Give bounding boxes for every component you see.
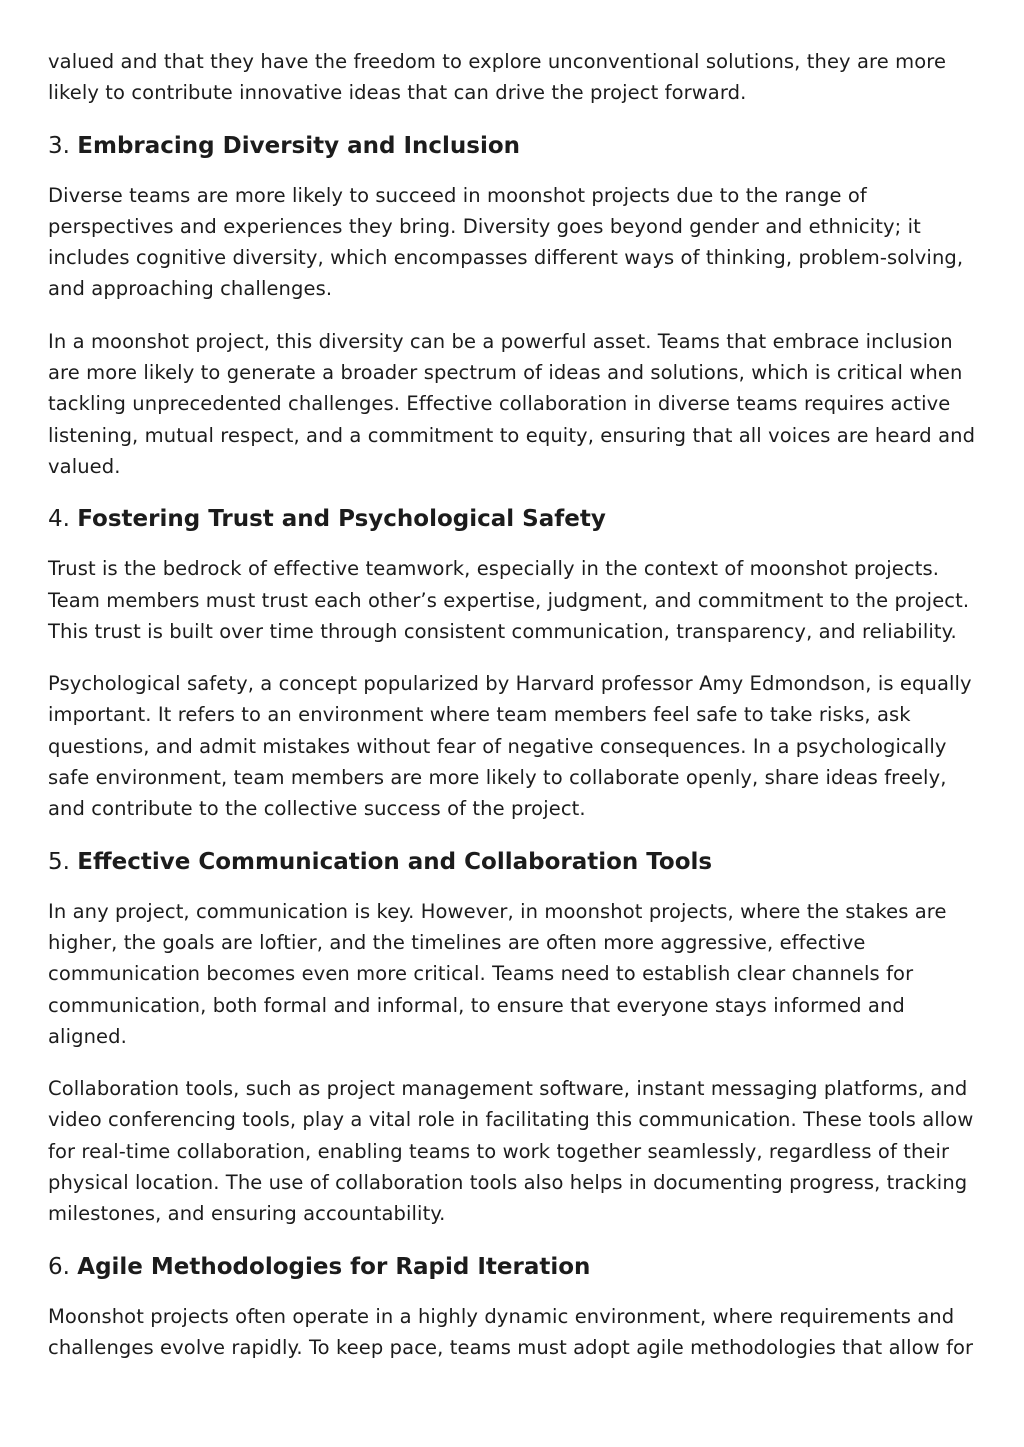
paragraph: Diverse teams are more likely to succeed in moonshot projects due to the range of perspectives and experiences they bring. Diversity goes beyond gender and ethnicity; it includes cognitive diversity, which encompasses different ways of thinking, problem-solving, and approaching challenges.	[48, 183, 964, 301]
section-title: Embracing Diversity and Inclusion	[77, 132, 521, 159]
intro-paragraph: valued and that they have the freedom to explore unconventional solutions, they are more likely to contribute innovative ideas that can drive the project forward.	[48, 50, 947, 105]
section-number: 3.	[48, 132, 70, 159]
paragraph: Moonshot projects often operate in a highly dynamic environment, where requirements and challenges evolve rapidly. To keep pace, teams must adopt agile methodologies that allow for	[48, 1304, 974, 1359]
section-title: Effective Communication and Collaboration Tools	[77, 848, 713, 875]
section-title: Agile Methodologies for Rapid Iteration	[77, 1253, 591, 1280]
section-number: 4.	[48, 506, 70, 533]
section-heading-agile	[48, 1251, 978, 1283]
section-number: 5.	[48, 848, 70, 875]
section-heading-diversity	[48, 130, 978, 162]
document-page	[48, 46, 978, 1384]
paragraph: Collaboration tools, such as project management software, instant messaging platforms, and video conferencing tools, play a vital role in facilitating this communication. These tools allow for real-time collaboration, enabling teams to work together seamlessly, regardless of their physical location. The use of collaboration tools also helps in documenting progress, tracking milestones, and ensuring accountability.	[48, 1077, 974, 1226]
section-heading-communication	[48, 846, 978, 878]
section-title: Fostering Trust and Psychological Safety	[77, 506, 606, 533]
section-number: 6.	[48, 1253, 70, 1280]
section-heading-trust	[48, 503, 978, 535]
paragraph: Trust is the bedrock of effective teamwork, especially in the context of moonshot projects. Team members must trust each other’s expertise, judgment, and commitment to the project. This trust is built over time through consistent communication, transparency, and reliability.	[48, 557, 970, 643]
paragraph: In a moonshot project, this diversity can be a powerful asset. Teams that embrace inclusion are more likely to generate a broader spectrum of ideas and solutions, which is critical when tackling unprecedented challenges. Effective collaboration in diverse teams requires active listening, mutual respect, and a commitment to equity, ensuring that all voices are heard and valued.	[48, 329, 976, 478]
paragraph: Psychological safety, a concept popularized by Harvard professor Amy Edmondson, is equally important. It refers to an environment where team members feel safe to take risks, ask questions, and admit mistakes without fear of negative consequences. In a psychologically safe environment, team members are more likely to collaborate openly, share ideas freely, and contribute to the collective success of the project.	[48, 672, 972, 821]
paragraph: In any project, communication is key. However, in moonshot projects, where the stakes are higher, the goals are loftier, and the timelines are often more aggressive, effective communication becomes even more critical. Teams need to establish clear channels for communication, both formal and informal, to ensure that everyone stays informed and aligned.	[48, 899, 947, 1048]
